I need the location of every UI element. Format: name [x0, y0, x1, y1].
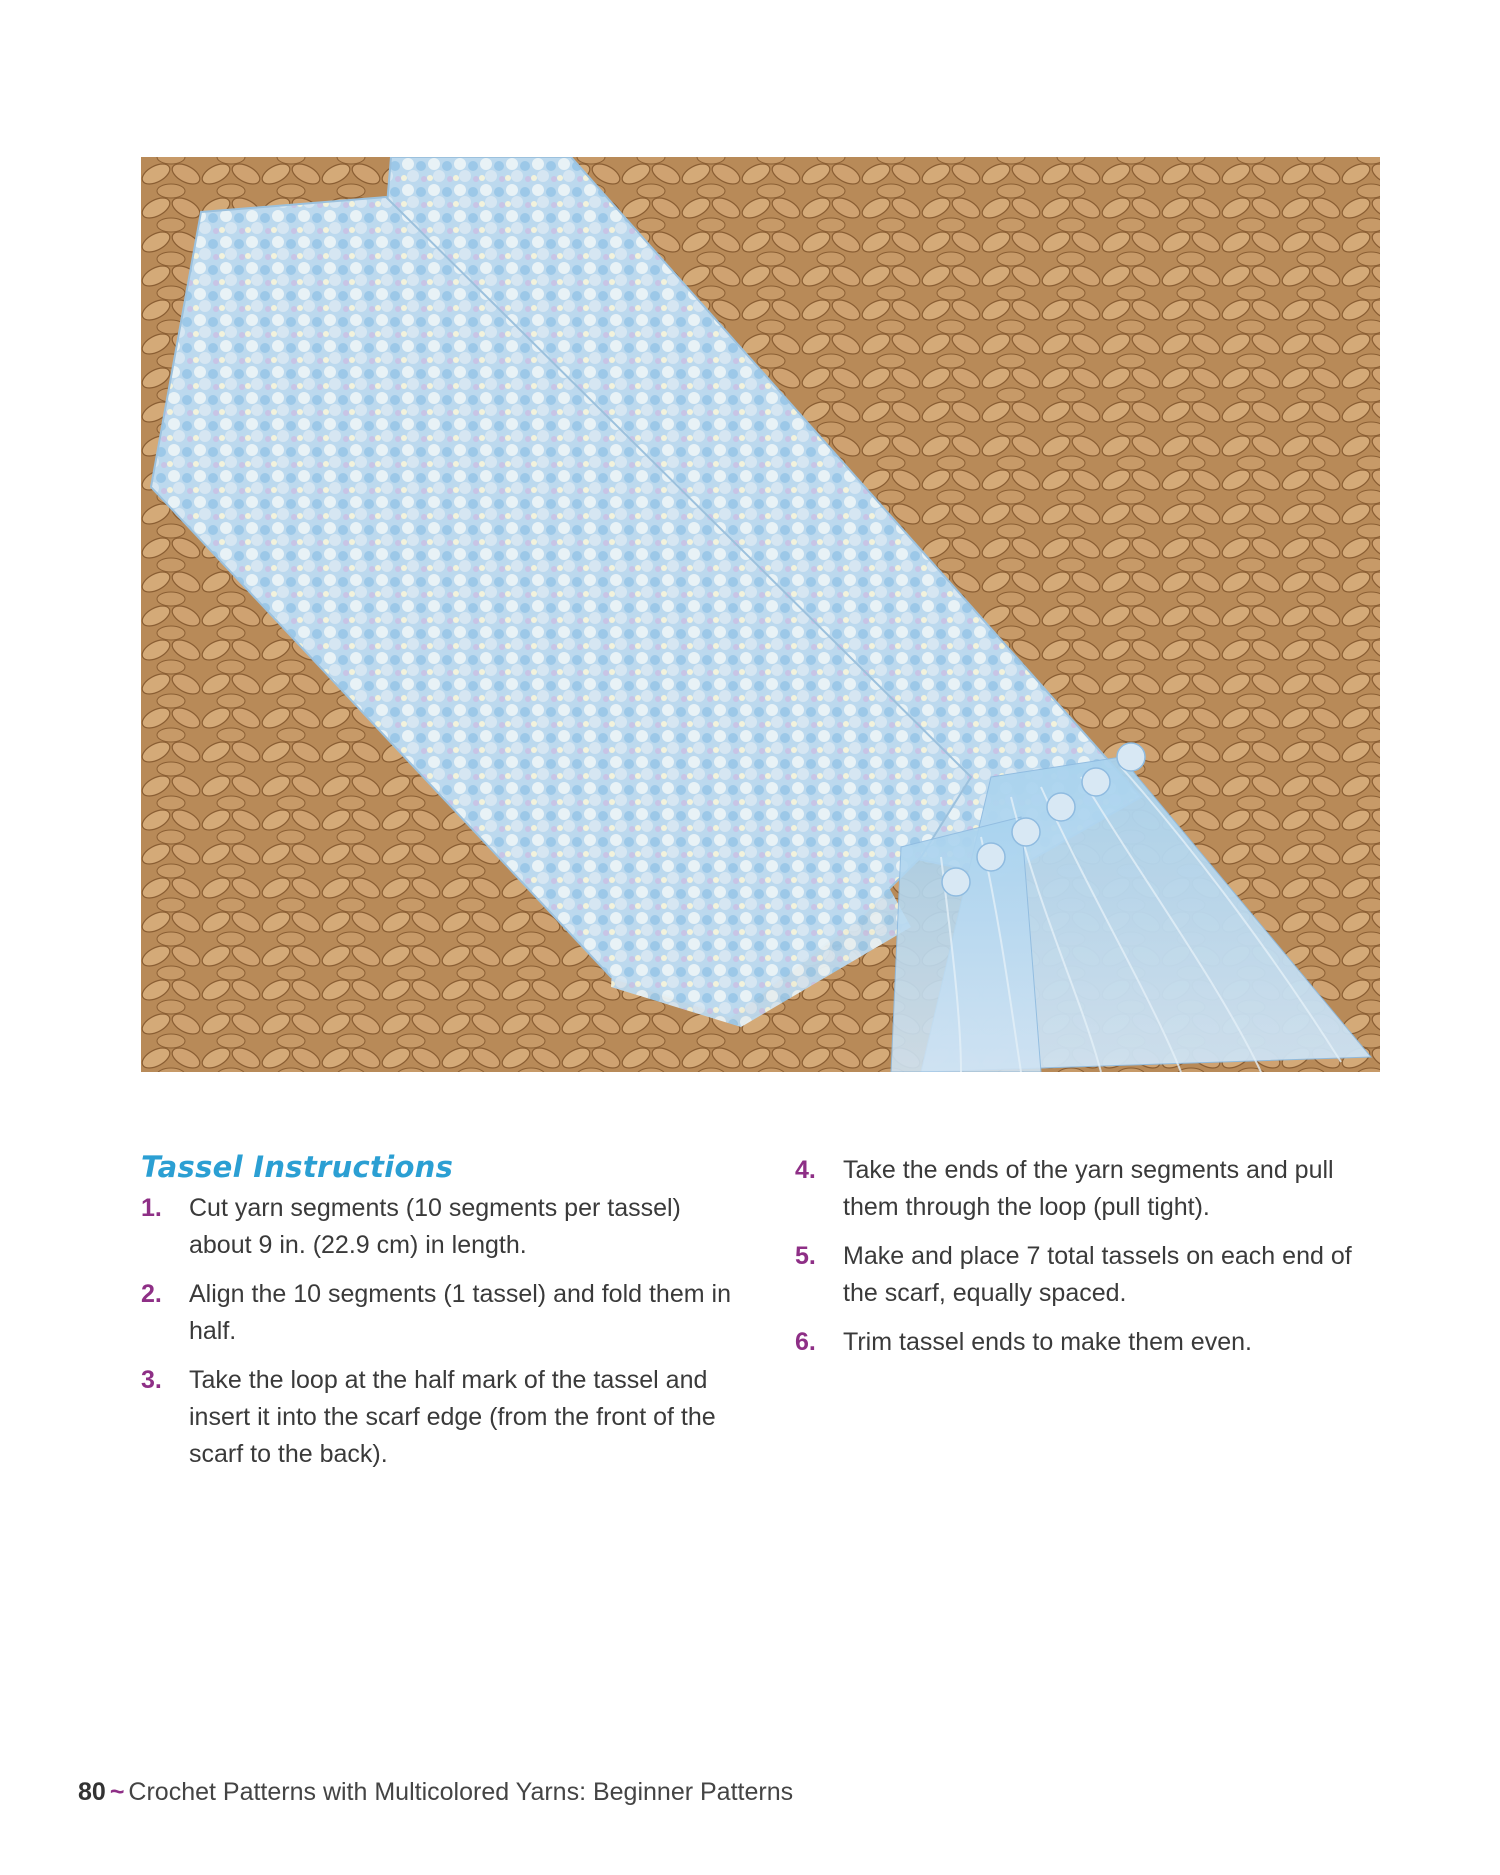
instructions-right-column	[795, 1152, 1385, 1373]
step-number: 4.	[795, 1156, 816, 1184]
step-item	[141, 1190, 731, 1264]
step-text: Take the loop at the half mark of the tassel and insert it into the scarf edge (from the front of the scarf to the back).	[189, 1366, 716, 1468]
step-number: 2.	[141, 1280, 162, 1308]
step-text: Cut yarn segments (10 segments per tassel) about 9 in. (22.9 cm) in length.	[189, 1194, 681, 1259]
step-text: Take the ends of the yarn segments and pull them through the loop (pull tight).	[843, 1156, 1334, 1221]
step-number: 5.	[795, 1242, 816, 1270]
section-title: Tassel Instructions	[141, 1150, 454, 1184]
book-title: Crochet Patterns with Multicolored Yarns: Beginner Patterns	[128, 1778, 794, 1806]
step-number: 1.	[141, 1194, 162, 1222]
step-number: 6.	[795, 1328, 816, 1356]
step-number: 3.	[141, 1366, 162, 1394]
step-item	[141, 1276, 731, 1350]
step-item	[795, 1152, 1385, 1226]
footer-separator: ~	[109, 1778, 125, 1806]
step-text: Align the 10 segments (1 tassel) and fold them in half.	[189, 1280, 731, 1345]
step-item	[795, 1238, 1385, 1312]
page-number: 80	[78, 1778, 106, 1806]
steps-list-right	[795, 1152, 1385, 1361]
scarf-photo	[141, 157, 1380, 1072]
step-text: Trim tassel ends to make them even.	[843, 1328, 1252, 1356]
page-footer	[78, 1778, 793, 1807]
steps-list-left	[141, 1190, 731, 1473]
step-item	[795, 1324, 1385, 1361]
step-item	[141, 1362, 731, 1473]
step-text: Make and place 7 total tassels on each end of the scarf, equally spaced.	[843, 1242, 1352, 1307]
instructions-left-column	[141, 1150, 731, 1485]
